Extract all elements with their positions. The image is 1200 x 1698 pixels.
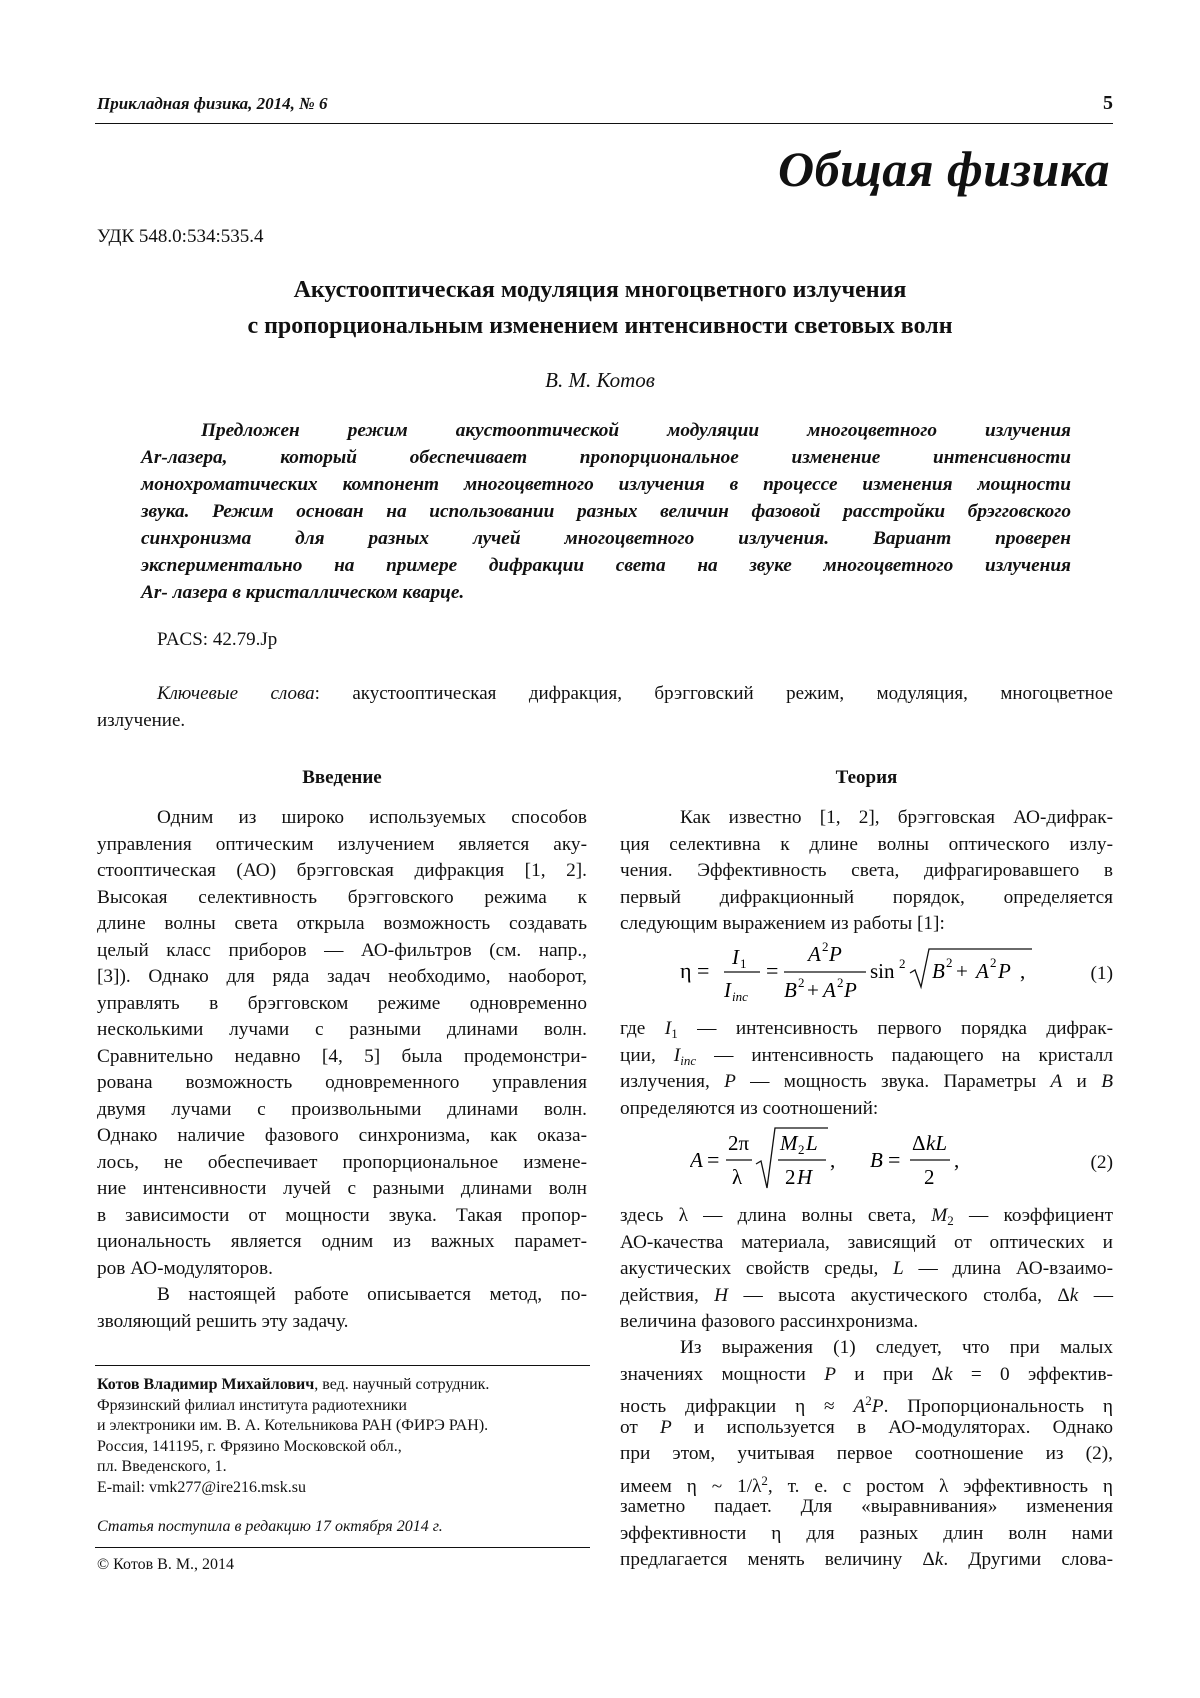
- text-fragment: здесь λ — длина волны света,: [620, 1205, 932, 1226]
- text-line: заметно падает. Для «выравнивания» изменения: [620, 1496, 1113, 1517]
- text-line: рована возможность одновременного управления: [97, 1072, 587, 1093]
- text-line: при этом, учитывая первое соотношение из (2),: [620, 1443, 1113, 1464]
- text-fragment: . Другими слова-: [943, 1549, 1113, 1570]
- svg-text:P: P: [844, 978, 857, 1002]
- text-fragment: = 0 эффектив-: [952, 1363, 1113, 1385]
- text-fragment: . Пропорциональность η: [883, 1396, 1113, 1417]
- math-symbol: k: [934, 1549, 944, 1570]
- svg-text:1: 1: [740, 956, 747, 971]
- text-fragment: — интенсивность падающего на кристалл: [696, 1044, 1113, 1066]
- svg-text:2π: 2π: [728, 1131, 750, 1155]
- equation-2-number: (2): [1090, 1152, 1113, 1173]
- abstract-line: звука. Режим основан на использовании разных величин фазовой расстройки брэгговского: [141, 501, 1071, 522]
- svg-text:sin: sin: [870, 959, 895, 983]
- math-symbol: P: [824, 1363, 836, 1385]
- keywords-line: излучение.: [97, 710, 186, 731]
- text-line: стооптическая (АО) брэгговская дифракция [1, 2].: [97, 860, 587, 881]
- text-fragment: предлагается менять величину Δ: [620, 1549, 935, 1570]
- svg-text:A: A: [823, 978, 836, 1002]
- text-line: Высокая селективность брэгговского режима к: [97, 886, 587, 908]
- abstract: [141, 417, 1071, 606]
- theory-paragraph-3: [620, 1203, 1113, 1336]
- text-fragment: значениях мощности: [620, 1363, 825, 1385]
- svg-text:A: A: [976, 959, 989, 983]
- math-symbol: I: [664, 1018, 672, 1039]
- text-fragment: , т. е. с ростом λ эффективность η: [767, 1475, 1113, 1497]
- footnote-line: [97, 1375, 592, 1396]
- text-line: длине волны света открыла возможность создавать: [97, 913, 587, 934]
- svg-text:,: ,: [954, 1148, 960, 1172]
- equation-1: [620, 935, 1113, 1005]
- text-line: [620, 1256, 1113, 1283]
- text-line: ние интенсивности лучей с разными длинами волн: [97, 1178, 587, 1199]
- math-subscript: inc: [680, 1052, 697, 1068]
- text-fragment: — интенсивность первого порядка дифрак-: [677, 1018, 1113, 1039]
- text-fragment: — коэффициент: [953, 1205, 1114, 1226]
- page-number: 5: [1103, 92, 1113, 114]
- text-line: ров АО-модуляторов.: [97, 1257, 273, 1279]
- theory-paragraph-4: [620, 1335, 1113, 1574]
- footnote-line: пл. Введенского, 1.: [97, 1458, 227, 1475]
- text-fragment: ность дифракции η ≈: [620, 1396, 854, 1417]
- svg-text:H: H: [797, 1165, 813, 1189]
- text-line: величина фазового рассинхронизма.: [620, 1311, 919, 1332]
- svg-text:2: 2: [822, 939, 829, 954]
- math-subscript: 1: [671, 1026, 678, 1041]
- footnote-line: Фрязинский филиал института радиотехники: [97, 1396, 407, 1414]
- text-line: первый дифракционный порядок, определяется: [620, 886, 1113, 908]
- text-line: [3]). Однако для ряда задач необходимо, наоборот,: [97, 966, 587, 987]
- text-line: двумя лучами с произвольными длинами волн.: [97, 1098, 587, 1120]
- text-line: [620, 1547, 1113, 1574]
- text-fragment: —: [1078, 1284, 1113, 1306]
- svg-text:+: +: [956, 959, 968, 983]
- svg-text:2: 2: [798, 1142, 805, 1157]
- text-line: определяются из соотношений:: [620, 1097, 879, 1119]
- text-line: в зависимости от мощности звука. Такая пропор-: [97, 1204, 587, 1226]
- svg-text:λ: λ: [732, 1165, 743, 1189]
- svg-text:inc: inc: [732, 989, 748, 1004]
- text-fragment: — длина АО-взаимо-: [903, 1258, 1113, 1279]
- text-line: [620, 1468, 1113, 1495]
- footnote-line: и электроники им. В. А. Котельникова РАН (ФИРЭ РАН).: [97, 1417, 489, 1434]
- text-line: Сравнительно недавно [4, 5] была продемонстри-: [97, 1045, 587, 1067]
- svg-text:P: P: [998, 959, 1011, 983]
- svg-text:B: B: [870, 1148, 883, 1172]
- text-fragment: имеем η ~ 1/λ: [620, 1475, 762, 1497]
- keywords-text: : акустооптическая дифракция, брэгговский режим, модуляция, многоцветное: [314, 683, 1113, 704]
- text-fragment: ции,: [620, 1044, 674, 1066]
- footnote-author-name: Котов Владимир Михайлович: [97, 1376, 315, 1393]
- svg-text:=: =: [766, 958, 779, 983]
- theory-heading: Теория: [835, 767, 898, 788]
- abstract-line: Ar-лазера, который обеспечивает пропорциональное изменение интенсивности: [141, 447, 1071, 468]
- math-symbol: I: [673, 1044, 681, 1066]
- text-line: [620, 1203, 1113, 1230]
- svg-text:2: 2: [798, 975, 805, 990]
- abstract-line: Ar- лазера в кристаллическом кварце.: [141, 582, 465, 603]
- text-fragment: и используется в АО-модуляторах. Однако: [671, 1416, 1113, 1438]
- math-superscript: 2: [865, 1393, 872, 1408]
- svg-text:M: M: [780, 1131, 798, 1155]
- math-symbol: H: [714, 1284, 729, 1306]
- text-line: [620, 1362, 1113, 1389]
- author-footnote: [97, 1375, 592, 1498]
- pacs-code: PACS: 42.79.Jp: [157, 629, 278, 650]
- equation-2-formula: [690, 1122, 1050, 1196]
- svg-text:B: B: [932, 959, 945, 983]
- text-fragment: и при Δ: [835, 1363, 944, 1385]
- keywords-label: Ключевые слова: [157, 683, 315, 704]
- text-line: эффективности η для разных длин волн нами: [620, 1522, 1113, 1544]
- math-subscript: 2: [947, 1213, 954, 1228]
- svg-text:L: L: [806, 1131, 818, 1155]
- journal-title: Прикладная физика, 2014, № 6: [97, 94, 328, 113]
- math-symbol: P: [871, 1396, 884, 1417]
- text-line: Одним из широко используемых способов: [157, 807, 587, 828]
- intro-heading: Введение: [302, 767, 382, 788]
- text-line: зволяющий решить эту задачу.: [97, 1310, 349, 1332]
- svg-text:,: ,: [1020, 959, 1026, 983]
- text-line: [620, 1043, 1113, 1070]
- text-fragment: и: [1062, 1071, 1102, 1092]
- math-symbol: A: [1050, 1071, 1063, 1092]
- text-fragment: действия,: [620, 1284, 715, 1306]
- text-line: АО-качества материала, зависящий от оптических и: [620, 1231, 1113, 1253]
- math-symbol: M: [931, 1205, 948, 1226]
- article-title-line-1: Акустооптическая модуляция многоцветного излучения: [293, 277, 907, 303]
- abstract-line: монохроматических компонент многоцветного излучения в процессе изменения мощности: [141, 474, 1071, 495]
- svg-text:kL: kL: [926, 1131, 947, 1155]
- text-fragment: — высота акустического столба, Δ: [728, 1284, 1070, 1306]
- svg-text:2: 2: [946, 955, 953, 970]
- text-line: [620, 1415, 1113, 1442]
- text-line: несколькими лучами с разными длинами волн.: [97, 1019, 587, 1040]
- text-line: [620, 1016, 1113, 1043]
- svg-text:P: P: [829, 942, 842, 966]
- text-line: [620, 1388, 1113, 1415]
- text-line: В настоящей работе описывается метод, по-: [157, 1284, 587, 1305]
- text-line: [620, 1283, 1113, 1310]
- text-line: [620, 1069, 1113, 1096]
- footnote-email: E-mail: vmk277@ire216.msk.su: [97, 1478, 306, 1496]
- svg-text:=: =: [888, 1147, 901, 1172]
- footnote-line: Россия, 141195, г. Фрязино Московской обл.,: [97, 1437, 402, 1455]
- theory-paragraph-2: [620, 1016, 1113, 1122]
- footnote-rule-2: [95, 1547, 590, 1548]
- math-symbol: P: [660, 1416, 672, 1438]
- equation-1-number: (1): [1090, 963, 1113, 984]
- text-line: целый класс приборов — АО-фильтров (см. напр.,: [97, 939, 587, 961]
- math-symbol: P: [724, 1071, 736, 1092]
- math-symbol: B: [1101, 1071, 1113, 1092]
- text-line: ция селективна к длине волны оптического излу-: [620, 833, 1113, 855]
- svg-text:2: 2: [924, 1165, 935, 1189]
- math-symbol: A: [853, 1396, 866, 1417]
- text-line: Из выражения (1) следует, что при малых: [680, 1337, 1113, 1358]
- text-line: циональность является одним из важных парамет-: [97, 1231, 587, 1252]
- section-title: Общая физика: [778, 141, 1110, 197]
- math-superscript: 2: [761, 1472, 768, 1488]
- svg-text:η =: η =: [680, 958, 710, 983]
- copyright: © Котов В. М., 2014: [97, 1556, 235, 1573]
- text-line: лось, не обеспечивает пропорциональное измене-: [97, 1151, 587, 1173]
- svg-text:I: I: [732, 945, 739, 969]
- svg-text:2: 2: [837, 975, 844, 990]
- header-rule: [95, 123, 1113, 124]
- text-fragment: — мощность звука. Параметры: [735, 1071, 1051, 1092]
- text-fragment: излучения,: [620, 1071, 725, 1092]
- equation-1-formula: [680, 935, 1100, 1005]
- svg-text:+: +: [807, 978, 819, 1002]
- abstract-line: синхронизма для разных лучей многоцветного излучения. Вариант проверен: [141, 528, 1071, 549]
- received-date: Статья поступила в редакцию 17 октября 2014 г.: [97, 1518, 443, 1535]
- text-fragment: от: [620, 1416, 661, 1438]
- math-symbol: L: [893, 1258, 904, 1279]
- text-line: управлять в брэгговском режиме одновременно: [97, 992, 587, 1014]
- article-title-line-2: с пропорциональным изменением интенсивности световых волн: [247, 313, 953, 339]
- text-fragment: акустических свойств среды,: [620, 1258, 894, 1279]
- intro-text: [97, 805, 587, 1335]
- math-symbol: k: [943, 1363, 953, 1385]
- text-fragment: где: [620, 1018, 665, 1039]
- theory-paragraph-1: [620, 805, 1113, 938]
- svg-text:Δ: Δ: [912, 1131, 926, 1155]
- text-line: следующим выражением из работы [1]:: [620, 913, 945, 934]
- equation-2: [620, 1122, 1113, 1196]
- keywords-line: [97, 680, 1113, 707]
- abstract-line: экспериментально на примере дифракции света на звуке многоцветного излучения: [141, 555, 1071, 576]
- text-line: управления оптическим излучением является аку-: [97, 833, 587, 855]
- svg-text:2: 2: [990, 955, 997, 970]
- svg-text:,: ,: [830, 1148, 836, 1172]
- footnote-rule: [95, 1365, 590, 1366]
- author: В. М. Котов: [545, 368, 655, 392]
- svg-text:=: =: [707, 1147, 720, 1172]
- text-line: Однако наличие фазового синхронизма, как оказа-: [97, 1125, 587, 1146]
- svg-text:B: B: [784, 978, 797, 1002]
- footnote-role: , вед. научный сотрудник.: [314, 1376, 490, 1393]
- udk-code: УДК 548.0:534:535.4: [97, 226, 264, 247]
- text-line: Как известно [1, 2], брэгговская АО-дифрак-: [680, 807, 1113, 828]
- math-symbol: k: [1069, 1284, 1079, 1306]
- svg-text:2: 2: [785, 1165, 796, 1189]
- svg-text:I: I: [724, 978, 731, 1002]
- svg-text:A: A: [808, 942, 821, 966]
- abstract-line: Предложен режим акустооптической модуляции многоцветного излучения: [201, 420, 1071, 441]
- keywords: [97, 680, 1113, 734]
- text-line: чения. Эффективность света, дифрагировавшего в: [620, 860, 1113, 881]
- svg-text:A: A: [690, 1148, 703, 1172]
- svg-text:2: 2: [899, 956, 906, 971]
